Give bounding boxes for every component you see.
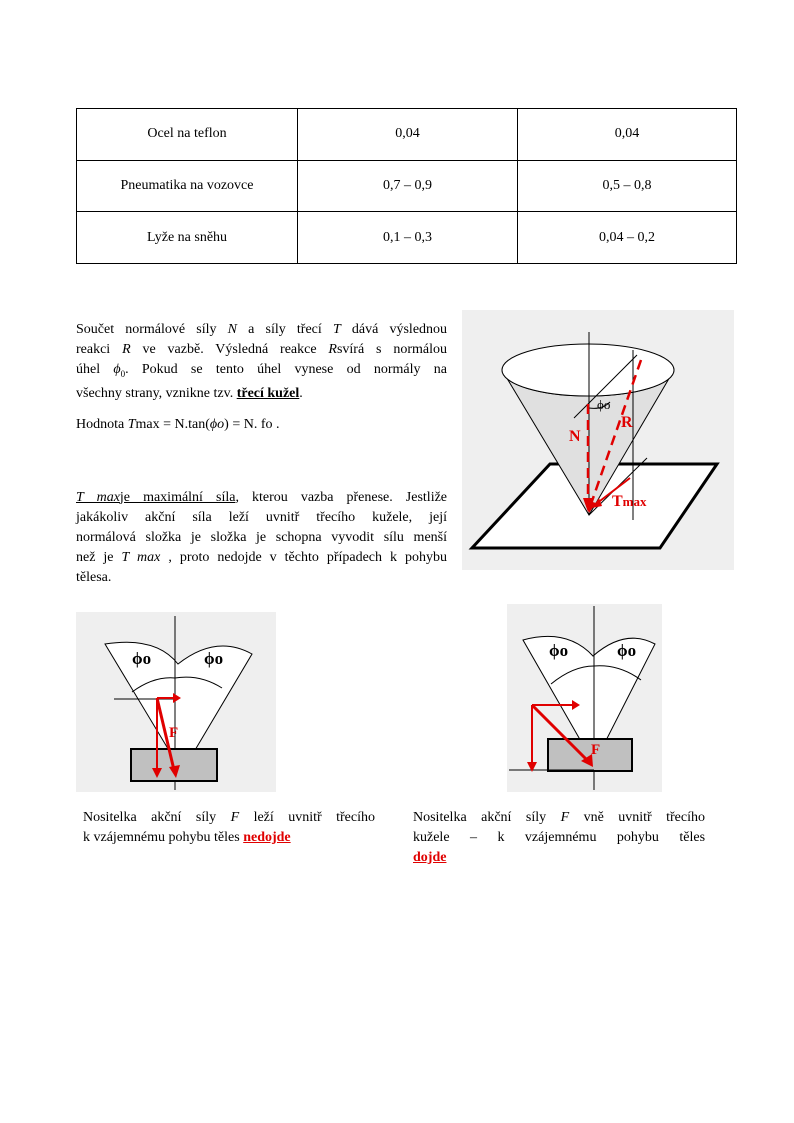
- text-span: . Pokud se tento úhel vynese od normály na: [125, 362, 447, 377]
- caption-right: [413, 808, 705, 868]
- text-line: [76, 360, 447, 384]
- text-span: leží uvnitř třecího: [253, 810, 375, 825]
- table-cell: Lyže na sněhu: [77, 212, 298, 264]
- label-t: Tmax: [612, 493, 647, 510]
- var-f: F: [230, 810, 240, 825]
- table-cell: 0,7 – 0,9: [298, 160, 518, 212]
- text-span: kužele: [413, 830, 450, 845]
- table-row: [77, 212, 737, 264]
- var-t: T: [127, 417, 136, 432]
- var-tmax: T max: [76, 490, 120, 505]
- var-tmax: T max: [121, 550, 161, 565]
- result-no-motion: nedojde: [243, 830, 291, 845]
- label-f: F: [169, 725, 179, 741]
- var-t: T: [332, 322, 341, 337]
- text-span: = N.tan(: [163, 417, 210, 432]
- var-f: F: [560, 810, 570, 825]
- text-span: dává výslednou: [351, 322, 448, 337]
- text-line: [83, 828, 375, 848]
- result-motion: dojde: [413, 850, 447, 865]
- text-line: [413, 808, 705, 828]
- phi-subscript: 0: [120, 368, 126, 379]
- friction-cone-diagram: [462, 310, 734, 570]
- inside-cone-diagram: [76, 612, 276, 792]
- text-span: k vzájemnému: [497, 830, 597, 845]
- text-span: –: [470, 830, 477, 845]
- text-line: tělesa.: [76, 570, 112, 585]
- text-span: svírá s normálou: [336, 342, 447, 357]
- text-span: , kterou vazba přenese. Jestliže: [235, 490, 448, 505]
- table-cell: 0,04: [518, 109, 737, 161]
- text-line: normálová složka je složka je schopna vyvodit sílu menší: [76, 530, 447, 545]
- var-r: R: [122, 342, 131, 357]
- text-span: Součet normálové síly: [76, 322, 217, 337]
- text-span: těles: [679, 830, 706, 845]
- text-span: a síly třecí: [248, 322, 322, 337]
- text-line: jakákoliv akční síla leží uvnitř třecího kužele, její: [76, 510, 447, 525]
- caption-left: [83, 808, 375, 848]
- text-span: .: [299, 385, 303, 401]
- text-line: [76, 320, 447, 340]
- text-line: [83, 808, 375, 828]
- label-n: N: [569, 428, 581, 445]
- block: [548, 739, 632, 771]
- text-line: [76, 488, 447, 508]
- phi-symbol: ϕ: [113, 362, 121, 377]
- friction-cone-term: třecí kužel: [236, 385, 300, 401]
- text-span: , proto nedojde v těchto případech k pohybu: [168, 550, 447, 565]
- text-span: úhel: [76, 362, 101, 377]
- phi-label: ϕo: [597, 397, 611, 412]
- text-line: [76, 340, 447, 360]
- table-cell: 0,5 – 0,8: [518, 160, 737, 212]
- phi-left-label: ϕo: [549, 641, 569, 660]
- phi-right-label: ϕo: [617, 641, 637, 660]
- text-span: ve vazbě. Výsledná reakce: [142, 342, 317, 357]
- text-span: o: [217, 417, 225, 432]
- text-line: [76, 548, 447, 568]
- text-line: [413, 828, 705, 848]
- text-span: Nositelka akční síly: [413, 810, 547, 825]
- label-f: F: [591, 742, 601, 758]
- var-n: N: [227, 322, 238, 337]
- text-span: k vzájemnému pohybu těles: [83, 830, 240, 845]
- table-row: [77, 160, 737, 212]
- phi-left-label: ϕo: [132, 649, 152, 668]
- phi-symbol: ϕ: [209, 417, 218, 432]
- table-row: [77, 109, 737, 161]
- text-line: [413, 848, 705, 868]
- text-span: ) = N. fo .: [224, 417, 280, 432]
- text-span: reakci: [76, 342, 111, 357]
- text-span: max: [135, 417, 160, 432]
- table-cell: Ocel na teflon: [77, 109, 298, 161]
- phi-right-label: ϕo: [204, 649, 224, 668]
- text-span: všechny strany, vznikne tzv.: [76, 385, 234, 401]
- var-r: R: [328, 342, 337, 357]
- text-span: Nositelka akční síly: [83, 810, 217, 825]
- text-span: než je: [76, 550, 114, 565]
- outside-cone-diagram: [507, 604, 662, 792]
- tmax-paragraph: [76, 488, 447, 588]
- label-r: R: [621, 414, 633, 431]
- friction-table: [76, 108, 737, 264]
- intro-paragraph: [76, 320, 447, 404]
- table-cell: 0,1 – 0,3: [298, 212, 518, 264]
- table-cell: Pneumatika na vozovce: [77, 160, 298, 212]
- text-span: je maximální síla: [119, 490, 236, 505]
- table-cell: 0,04 – 0,2: [518, 212, 737, 264]
- formula-line: [76, 415, 447, 435]
- cone-top-ellipse: [502, 344, 674, 396]
- table-cell: 0,04: [298, 109, 518, 161]
- text-line: [76, 384, 447, 404]
- text-span: Hodnota: [76, 417, 125, 432]
- text-span: pohybu: [616, 830, 659, 845]
- text-span: vně uvnitř třecího: [583, 810, 706, 825]
